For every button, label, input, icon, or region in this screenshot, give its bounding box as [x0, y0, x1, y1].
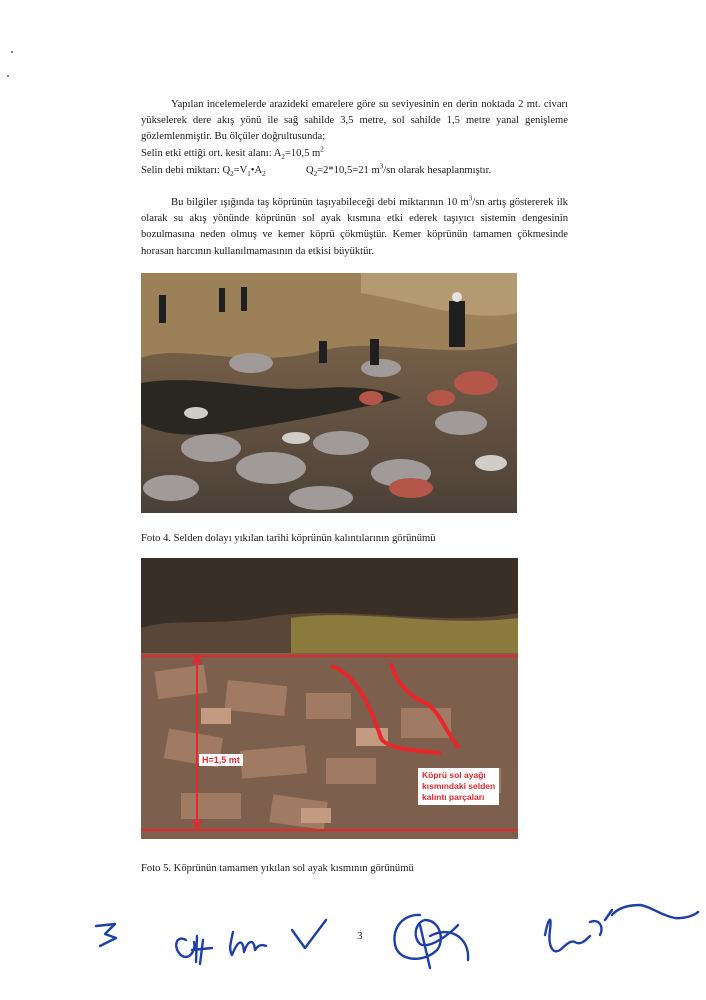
photo-bridge-remains-image [141, 273, 517, 513]
photo5-caption: Foto 5. Köprünün tamamen yıkılan sol ayak kısmının görünümü [141, 863, 414, 874]
scan-speck [11, 51, 13, 53]
annotation-line: Köprü sol ayağı [422, 770, 486, 780]
page-number: 3 [357, 930, 363, 942]
annotation-line: kalıntı parçaları [422, 792, 485, 802]
formula-cross-section: Selin etki ettiği ort. kesit alanı: $A_2=10,5$ $m^2$ [141, 145, 324, 162]
signature-4 [292, 920, 326, 948]
photo-bridge-left-abutment [141, 558, 518, 839]
signature-1 [96, 924, 116, 946]
formula-discharge-result: $Q_2=2*10,5=21$ $m^3/sn$ olarak hesaplanmıştır. [306, 162, 492, 179]
scan-speck [7, 75, 9, 77]
paragraph-1: Yapılan incelemelerde arazideki emarelere göre su seviyesinin en derin noktada 2 mt. civarı yükselerek dere akış yönü ile sağ sahilde 3,5 metre, sol sahilde 1,5 metre yanal genişleme gözlemlenmiştir. Bu ölçüler doğrultusunda; [141, 99, 568, 143]
signature-3 [230, 932, 266, 955]
height-label: H=1,5 mt [199, 754, 243, 766]
annotation-line: kısmındaki selden [422, 781, 496, 791]
signature-2 [176, 936, 212, 964]
signature-6 [545, 905, 698, 951]
signature-5 [394, 915, 468, 968]
paragraph-2: Bu bilgiler ışığında taş köprünün taşıyabileceği debi miktarının 10 $m^3/sn$ artış göstererek ilk olarak su akış yönünde köprünün sol ayak kısmına etki ederek taşıyıcı sistemin dengesinin bozulmasına neden olmuş ve kemer köprü çökmüştür. Kemer köprünün tamamen çökmesinde horasan harcının kullanılmamasının da etkisi büyüktür. [141, 194, 568, 257]
formula-discharge: Selin debi miktarı: $Q_2=V_1•A_2$ [141, 165, 266, 179]
photo-bridge-remains [141, 273, 517, 513]
photo4-caption: Foto 4. Selden dolayı yıkılan tarihi köprünün kalıntılarının görünümü [141, 533, 436, 544]
remains-annotation [418, 768, 499, 805]
